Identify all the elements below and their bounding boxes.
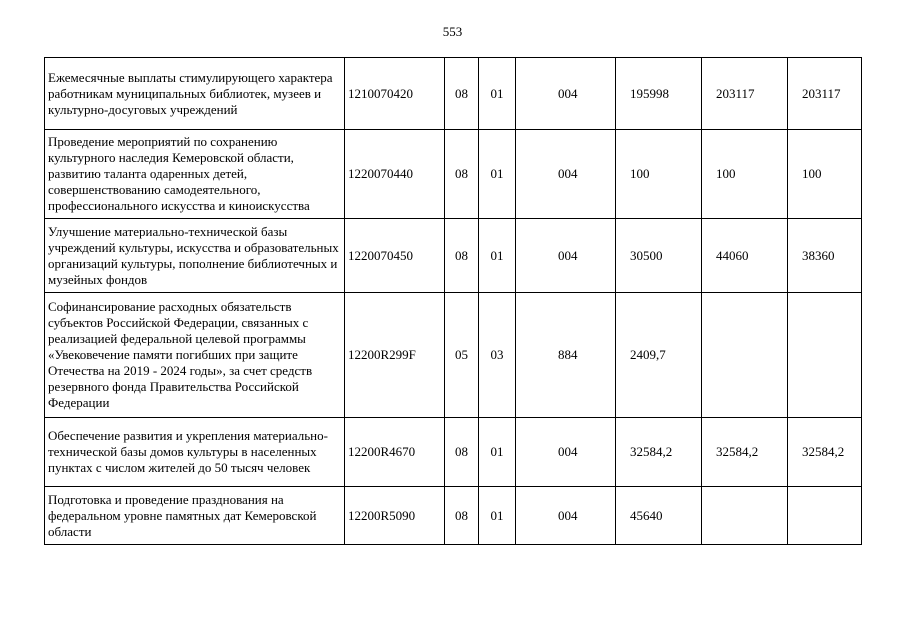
amount-3-cell: 203117 bbox=[788, 58, 862, 130]
amount-2-cell: 32584,2 bbox=[702, 418, 788, 487]
target-article-code-cell: 12200R5090 bbox=[345, 487, 445, 545]
amount-2-cell bbox=[702, 293, 788, 418]
budget-table bbox=[44, 57, 862, 545]
amount-1-cell: 32584,2 bbox=[616, 418, 702, 487]
row-name-cell: Подготовка и проведение празднования на федеральном уровне памятных дат Кемеровской области bbox=[45, 487, 345, 545]
table-row bbox=[45, 293, 862, 418]
section-cell: 08 bbox=[445, 219, 479, 293]
row-name-cell: Ежемесячные выплаты стимулирующего характера работникам муниципальных библиотек, музеев и культурно-досуговых учреждений bbox=[45, 58, 345, 130]
page-number: 553 bbox=[442, 24, 463, 39]
expense-type-cell: 004 bbox=[516, 130, 616, 219]
row-name-cell: Софинансирование расходных обязательств субъектов Российской Федерации, связанных с реализацией федеральной целевой программы «Увековечение памяти погибших при защите Отечества на 2019 - 2024 годы», за счет средств резервного фонда Правительства Российской Федерации bbox=[45, 293, 345, 418]
section-cell: 05 bbox=[445, 293, 479, 418]
row-name-cell: Обеспечение развития и укрепления материально-технической базы домов культуры в населенных пунктах с числом жителей до 50 тысяч человек bbox=[45, 418, 345, 487]
table-row bbox=[45, 219, 862, 293]
amount-3-cell: 38360 bbox=[788, 219, 862, 293]
target-article-code-cell: 1220070450 bbox=[345, 219, 445, 293]
table-row bbox=[45, 487, 862, 545]
section-cell: 08 bbox=[445, 130, 479, 219]
expense-type-cell: 004 bbox=[516, 418, 616, 487]
subsection-cell: 01 bbox=[479, 130, 516, 219]
amount-3-cell bbox=[788, 487, 862, 545]
amount-1-cell: 45640 bbox=[616, 487, 702, 545]
section-cell: 08 bbox=[445, 418, 479, 487]
subsection-cell: 01 bbox=[479, 487, 516, 545]
amount-2-cell bbox=[702, 487, 788, 545]
row-name-cell: Улучшение материально-технической базы учреждений культуры, искусства и образовательных организаций культуры, пополнение библиотечных и музейных фондов bbox=[45, 219, 345, 293]
amount-3-cell: 100 bbox=[788, 130, 862, 219]
amount-1-cell: 195998 bbox=[616, 58, 702, 130]
target-article-code-cell: 1210070420 bbox=[345, 58, 445, 130]
amount-3-cell bbox=[788, 293, 862, 418]
target-article-code-cell: 1220070440 bbox=[345, 130, 445, 219]
table-row bbox=[45, 58, 862, 130]
amount-2-cell: 203117 bbox=[702, 58, 788, 130]
amount-3-cell: 32584,2 bbox=[788, 418, 862, 487]
target-article-code-cell: 12200R4670 bbox=[345, 418, 445, 487]
expense-type-cell: 004 bbox=[516, 487, 616, 545]
expense-type-cell: 004 bbox=[516, 58, 616, 130]
amount-2-cell: 44060 bbox=[702, 219, 788, 293]
section-cell: 08 bbox=[445, 487, 479, 545]
table-row bbox=[45, 130, 862, 219]
amount-2-cell: 100 bbox=[702, 130, 788, 219]
amount-1-cell: 2409,7 bbox=[616, 293, 702, 418]
subsection-cell: 01 bbox=[479, 58, 516, 130]
target-article-code-cell: 12200R299F bbox=[345, 293, 445, 418]
subsection-cell: 01 bbox=[479, 418, 516, 487]
amount-1-cell: 100 bbox=[616, 130, 702, 219]
expense-type-cell: 884 bbox=[516, 293, 616, 418]
table-row bbox=[45, 418, 862, 487]
section-cell: 08 bbox=[445, 58, 479, 130]
amount-1-cell: 30500 bbox=[616, 219, 702, 293]
expense-type-cell: 004 bbox=[516, 219, 616, 293]
subsection-cell: 01 bbox=[479, 219, 516, 293]
subsection-cell: 03 bbox=[479, 293, 516, 418]
row-name-cell: Проведение мероприятий по сохранению культурного наследия Кемеровской области, развитию таланта одаренных детей, совершенствованию самодеятельного, профессионального искусства и киноискусства bbox=[45, 130, 345, 219]
